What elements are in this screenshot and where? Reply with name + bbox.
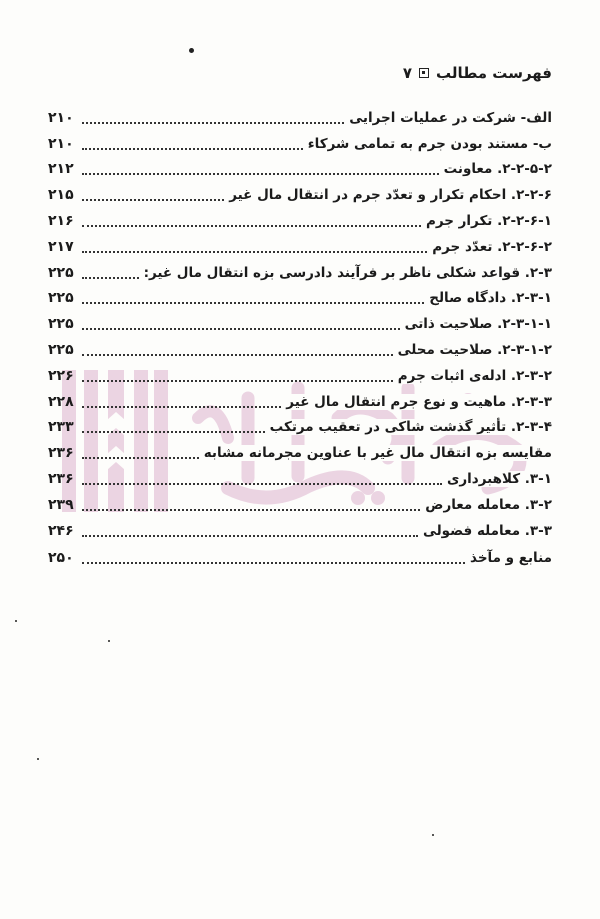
toc-entry-title: ۲-۲-۶. احکام تکرار و تعدّد جرم در انتقال مال غیر — [226, 187, 552, 203]
toc-entry-title: ۳-۲. معامله معارض — [422, 497, 552, 513]
toc-entry-title: ۳-۳. معامله فضولی — [420, 523, 552, 539]
speck-dot — [432, 834, 434, 836]
dot-leader — [82, 250, 427, 253]
toc-entry-title: ۲-۳-۱-۲. صلاحیت محلی — [395, 342, 552, 358]
toc-entry-title: ۲-۳. قواعد شکلی ناظر بر فرآیند دادرسی بزه انتقال مال غیر: — [141, 265, 552, 281]
toc-row — [48, 546, 552, 572]
toc-row — [48, 363, 552, 389]
dot-leader — [82, 121, 344, 124]
toc-entry-page: ۲۱۷ — [48, 238, 74, 255]
toc-row — [48, 415, 552, 441]
toc-row — [48, 157, 552, 183]
header-page-number: ۷ — [402, 64, 413, 82]
toc-row — [48, 131, 552, 157]
toc-entry-page: ۲۴۶ — [48, 522, 74, 539]
toc-entry-page: ۲۲۵ — [48, 264, 74, 281]
toc-entry-page: ۲۲۸ — [48, 393, 74, 410]
toc-entry-title: ب- مستند بودن جرم به تمامی شرکاء — [305, 136, 552, 152]
toc-entry-title: ۲-۳-۳. ماهیت و نوع جرم انتقال مال غیر — [283, 394, 552, 410]
toc-row — [48, 337, 552, 363]
toc-entry-title: ۲-۲-۶-۱. تکرار جرم — [423, 213, 552, 229]
toc-entry-page: ۲۳۳ — [48, 419, 74, 436]
toc-entry-page: ۲۵۰ — [48, 550, 74, 567]
dot-leader — [82, 508, 420, 511]
table-of-contents — [48, 105, 552, 571]
toc-row — [48, 260, 552, 286]
toc-row — [48, 440, 552, 466]
toc-entry-page: ۲۲۵ — [48, 316, 74, 333]
dot-leader — [82, 561, 465, 564]
toc-entry-page: ۲۱۰ — [48, 109, 74, 126]
toc-entry-page: ۲۳۶ — [48, 445, 74, 462]
toc-row — [48, 492, 552, 518]
dot-leader — [82, 327, 400, 330]
toc-entry-title: ۲-۳-۱. دادگاه صالح — [426, 290, 552, 306]
square-bullet-icon — [419, 68, 429, 78]
speck-dot — [37, 758, 39, 760]
toc-entry-page: ۲۳۶ — [48, 471, 74, 488]
toc-row — [48, 518, 552, 544]
toc-row — [48, 182, 552, 208]
toc-entry-page: ۲۱۲ — [48, 161, 74, 178]
toc-entry-title: ۲-۳-۴. تأثیر گذشت شاکی در تعقیب مرتکب — [267, 419, 552, 435]
toc-row — [48, 105, 552, 131]
toc-entry-page: ۲۲۶ — [48, 367, 74, 384]
toc-entry-title: مقایسه بزه انتقال مال غیر با عناوین مجرمانه مشابه — [201, 445, 552, 461]
running-header — [403, 64, 552, 82]
toc-entry-title: ۳-۱. کلاهبرداری — [444, 471, 552, 487]
toc-entry-page: ۲۱۶ — [48, 213, 74, 230]
toc-row — [48, 286, 552, 312]
toc-entry-title: منابع و مآخذ — [467, 550, 552, 566]
dot-leader — [82, 353, 393, 356]
dot-leader — [82, 379, 393, 382]
header-title: فهرست مطالب — [436, 64, 552, 82]
dot-leader — [82, 276, 139, 279]
dot-leader — [82, 534, 418, 537]
toc-entry-title: ۲-۲-۵-۲. معاونت — [441, 161, 552, 177]
toc-entry-page: ۲۲۵ — [48, 290, 74, 307]
dot-leader — [82, 198, 224, 201]
toc-row — [48, 208, 552, 234]
toc-entry-title: ۲-۲-۶-۲. تعدّد جرم — [429, 239, 552, 255]
toc-entry-title: ۲-۳-۲. ادله‌ی اثبات جرم — [395, 368, 552, 384]
toc-entry-page: ۲۱۰ — [48, 135, 74, 152]
dot-leader — [82, 147, 303, 150]
toc-row — [48, 389, 552, 415]
dot-leader — [82, 224, 421, 227]
speck-dot — [108, 640, 110, 642]
toc-row — [48, 466, 552, 492]
toc-entry-page: ۲۱۵ — [48, 187, 74, 204]
toc-row — [48, 311, 552, 337]
speck-dot — [15, 620, 17, 622]
dot-leader — [82, 405, 281, 408]
speck-dot — [189, 48, 194, 53]
toc-entry-title: ۲-۳-۱-۱. صلاحیت ذاتی — [402, 316, 552, 332]
dot-leader — [82, 172, 439, 175]
dot-leader — [82, 456, 199, 459]
toc-entry-page: ۲۳۹ — [48, 496, 74, 513]
dot-leader — [82, 482, 442, 485]
toc-entry-page: ۲۲۵ — [48, 342, 74, 359]
toc-row — [48, 234, 552, 260]
toc-entry-title: الف- شرکت در عملیات اجرایی — [346, 110, 552, 126]
dot-leader — [82, 301, 424, 304]
dot-leader — [82, 430, 265, 433]
